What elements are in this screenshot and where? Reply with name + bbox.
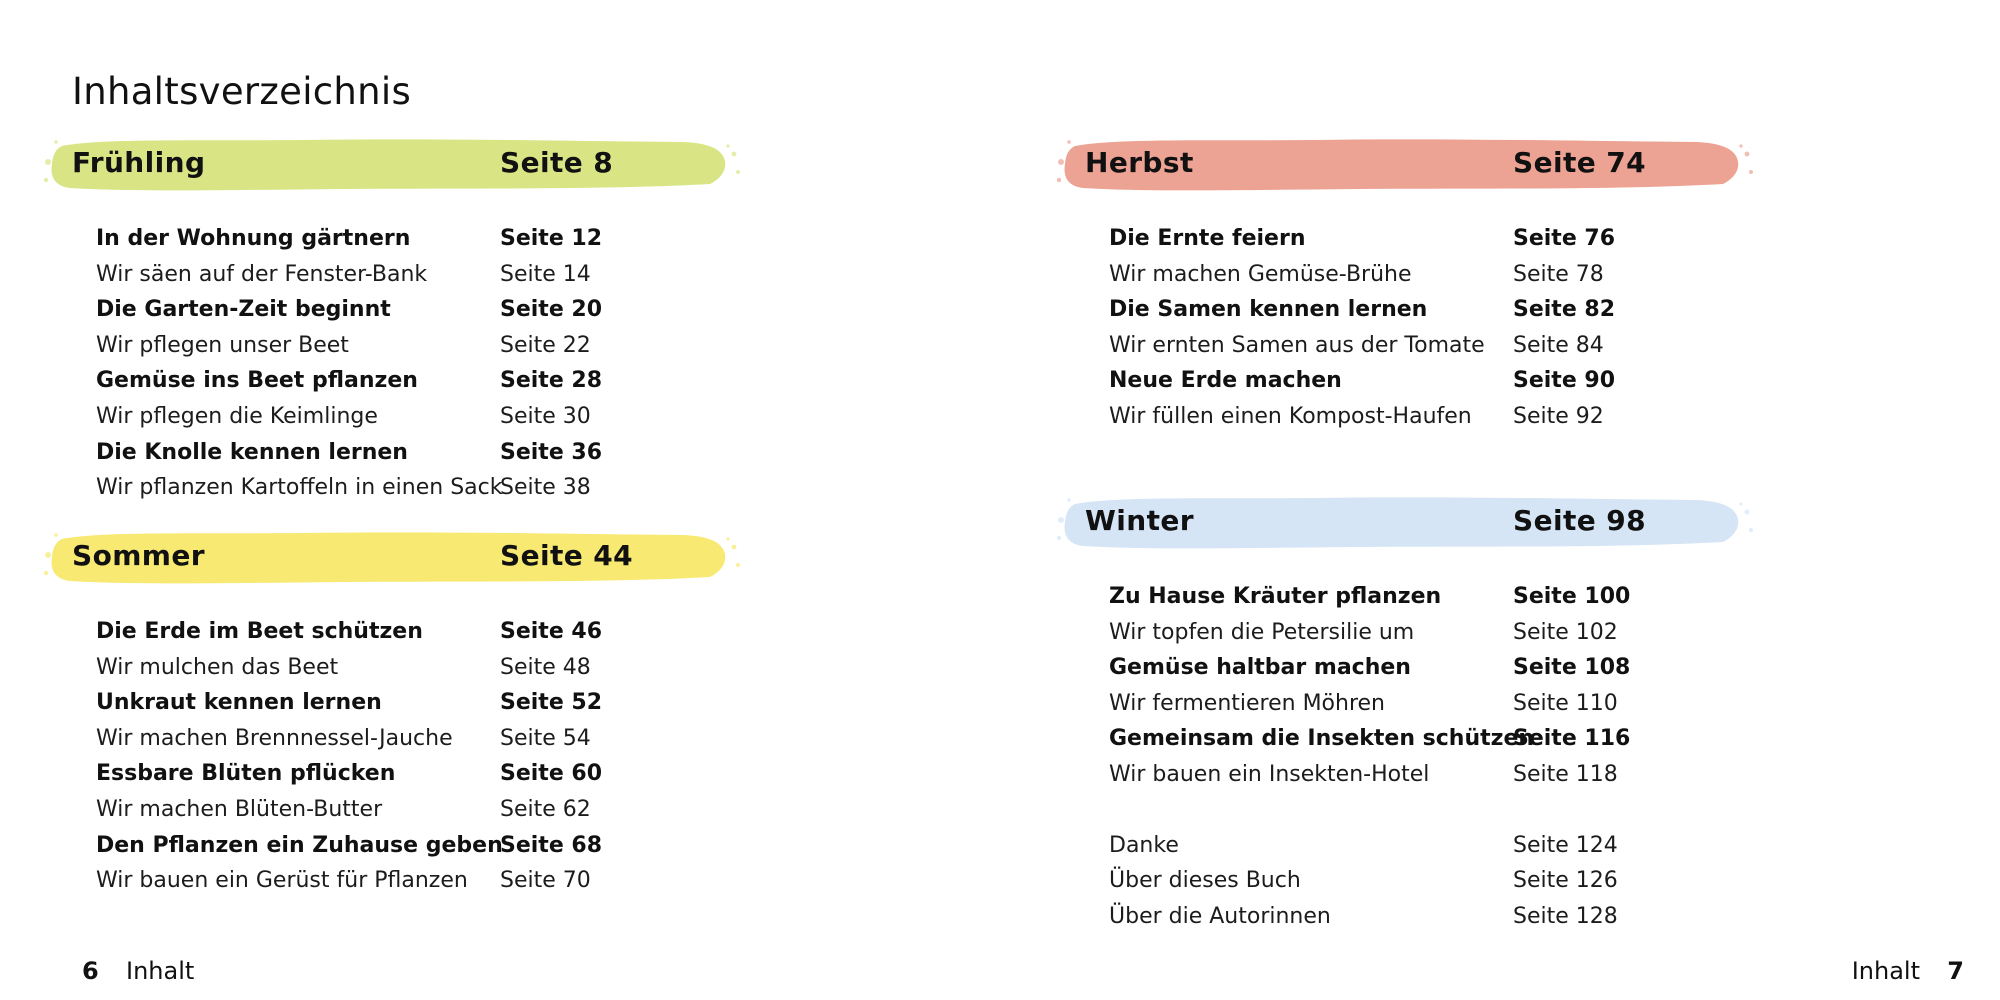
entry-list-fruehling — [72, 226, 732, 511]
toc-entry — [1085, 762, 1745, 798]
toc-entry — [1085, 404, 1745, 440]
toc-entry-title: Über die Autorinnen — [1109, 903, 1331, 929]
toc-entry-page: Seite 82 — [1513, 297, 1616, 323]
brush-speck — [1745, 152, 1750, 157]
section-sommer — [72, 525, 732, 904]
toc-entry-title: Zu Hause Kräuter pflanzen — [1109, 584, 1442, 609]
toc-entry-title: Wir säen auf der Fenster-Bank — [96, 261, 428, 287]
toc-entry — [1085, 226, 1745, 262]
brush-speck — [1058, 517, 1064, 523]
section-title-sommer: Sommer — [72, 539, 205, 572]
toc-entry-page: Seite 116 — [1513, 726, 1631, 752]
toc-entry-page: Seite 14 — [500, 261, 591, 287]
brush-speck — [1749, 528, 1753, 532]
toc-entry-title: Neue Erde machen — [1109, 368, 1342, 394]
section-page-sommer: Seite 44 — [500, 539, 634, 572]
toc-entry-page: Seite 68 — [500, 832, 603, 858]
brush-speck — [1745, 510, 1750, 515]
toc-entry — [1085, 262, 1745, 298]
toc-entry-page: Seite 22 — [500, 332, 591, 358]
section-title-winter: Winter — [1085, 504, 1194, 537]
footer-right — [1852, 957, 1964, 985]
toc-entry-page: Seite 78 — [1513, 261, 1604, 287]
toc-entry-title: Wir machen Blüten-Butter — [96, 796, 383, 822]
section-header-sommer — [72, 525, 732, 591]
footer-left — [82, 957, 194, 985]
toc-entry-page: Seite 128 — [1513, 903, 1618, 929]
toc-entry — [72, 475, 732, 511]
running-head-right: Inhalt — [1851, 957, 1921, 985]
toc-entry-page: Seite 38 — [500, 475, 591, 501]
brush-speck — [1067, 140, 1071, 144]
toc-entry-title: Gemüse haltbar machen — [1109, 655, 1411, 681]
toc-entry-title: In der Wohnung gärtnern — [96, 226, 411, 251]
brush-speck — [736, 170, 740, 174]
toc-entry-page: Seite 110 — [1513, 690, 1618, 716]
toc-entry-page: Seite 54 — [500, 725, 591, 751]
toc-entry-title: Gemeinsam die Insekten schützen — [1109, 726, 1535, 752]
toc-entry-title: Die Knolle kennen lernen — [96, 439, 408, 465]
section-fruehling — [72, 132, 732, 511]
toc-entry-title: Wir machen Brennnessel-Jauche — [96, 725, 453, 751]
toc-entry — [72, 333, 732, 369]
page-number-right: 7 — [1947, 957, 1964, 985]
brush-speck — [736, 563, 740, 567]
toc-entry-title: Wir pflegen die Keimlinge — [96, 403, 378, 429]
toc-entry — [1085, 297, 1745, 333]
toc-entry — [1085, 620, 1745, 656]
toc-entry-title: Wir pflanzen Kartoffeln in einen Sack — [96, 475, 503, 501]
toc-entry — [72, 368, 732, 404]
section-page-winter: Seite 98 — [1513, 504, 1647, 537]
toc-entry-title: Wir fermentieren Möhren — [1109, 690, 1385, 716]
entry-list-herbst — [1085, 226, 1745, 440]
toc-entry-page: Seite 28 — [500, 368, 603, 394]
brush-speck — [1057, 536, 1061, 540]
toc-entry — [1085, 584, 1745, 620]
toc-entry-page: Seite 84 — [1513, 332, 1604, 358]
toc-entry — [72, 868, 732, 904]
toc-entry — [72, 297, 732, 333]
toc-entry-page: Seite 76 — [1513, 226, 1616, 251]
brush-speck — [45, 552, 51, 558]
brush-speck — [1057, 178, 1061, 182]
toc-entry — [1085, 368, 1745, 404]
toc-entry-title: Den Pflanzen ein Zuhause geben — [96, 832, 503, 858]
toc-entry-page: Seite 118 — [1513, 761, 1618, 787]
toc-entry-title: Unkraut kennen lernen — [96, 690, 382, 716]
toc-entry-page: Seite 30 — [500, 403, 591, 429]
toc-entry — [72, 761, 732, 797]
toc-entry-page: Seite 126 — [1513, 868, 1618, 894]
toc-entry — [1085, 726, 1745, 762]
toc-entry — [72, 833, 732, 869]
brush-speck — [54, 140, 58, 144]
toc-entry-page: Seite 36 — [500, 439, 603, 465]
toc-entry — [1085, 904, 1745, 940]
toc-entry-page: Seite 92 — [1513, 403, 1604, 429]
toc-entry-title: Wir topfen die Petersilie um — [1109, 619, 1415, 645]
toc-entry-page: Seite 12 — [500, 226, 603, 251]
toc-entry — [72, 440, 732, 476]
toc-entry-page: Seite 102 — [1513, 619, 1618, 645]
brush-speck — [732, 545, 737, 550]
toc-entry-title: Über dieses Buch — [1109, 868, 1301, 894]
toc-entry-title: Wir machen Gemüse-Brühe — [1109, 261, 1412, 287]
toc-entry-page: Seite 70 — [500, 868, 591, 894]
brush-speck — [1739, 144, 1742, 147]
toc-entry-title: Die Erde im Beet schützen — [96, 619, 423, 644]
toc-entry-page: Seite 52 — [500, 690, 603, 716]
brush-speck — [1058, 159, 1064, 165]
toc-entry-page: Seite 60 — [500, 761, 603, 787]
brush-speck — [54, 533, 58, 537]
section-title-herbst: Herbst — [1085, 146, 1194, 179]
section-herbst — [1085, 132, 1745, 440]
toc-entry-title: Die Ernte feiern — [1109, 226, 1306, 251]
toc-entry-page: Seite 124 — [1513, 832, 1618, 858]
toc-entry — [72, 404, 732, 440]
entry-list-winter — [1085, 584, 1745, 798]
entry-list-sommer — [72, 619, 732, 904]
toc-entry-page: Seite 90 — [1513, 368, 1616, 394]
toc-entry-title: Wir bauen ein Insekten-Hotel — [1109, 761, 1430, 787]
brush-speck — [1067, 498, 1071, 502]
brush-speck — [44, 178, 48, 182]
toc-entry — [1085, 868, 1745, 904]
toc-entry-title: Wir mulchen das Beet — [96, 654, 339, 680]
brush-speck — [1749, 170, 1753, 174]
toc-entry-page: Seite 100 — [1513, 584, 1631, 609]
section-page-herbst: Seite 74 — [1513, 146, 1647, 179]
page-number-left: 6 — [82, 957, 99, 985]
brush-speck — [732, 152, 737, 157]
toc-entry — [1085, 833, 1745, 869]
toc-entry — [72, 655, 732, 691]
toc-entry — [72, 726, 732, 762]
toc-entry-page: Seite 108 — [1513, 655, 1631, 681]
running-head-left: Inhalt — [125, 957, 195, 985]
toc-entry — [1085, 333, 1745, 369]
toc-entry — [72, 690, 732, 726]
toc-entry-title: Wir ernten Samen aus der Tomate — [1109, 332, 1485, 358]
toc-entry-title: Die Samen kennen lernen — [1109, 297, 1428, 323]
section-header-fruehling — [72, 132, 732, 198]
brush-speck — [726, 144, 729, 147]
toc-entry-title: Gemüse ins Beet pflanzen — [96, 368, 418, 394]
toc-entry-page: Seite 20 — [500, 297, 603, 323]
toc-entry-page: Seite 62 — [500, 796, 591, 822]
section-page-fruehling: Seite 8 — [500, 146, 614, 179]
brush-speck — [1739, 502, 1742, 505]
toc-entry-title: Danke — [1109, 832, 1179, 858]
toc-entry — [1085, 655, 1745, 691]
toc-entry — [1085, 691, 1745, 727]
brush-speck — [45, 159, 51, 165]
toc-entry-title: Wir bauen ein Gerüst für Pflanzen — [96, 868, 468, 894]
toc-entry — [72, 619, 732, 655]
section-header-winter — [1085, 490, 1745, 556]
toc-entry-page: Seite 48 — [500, 654, 591, 680]
toc-entry-page: Seite 46 — [500, 619, 603, 644]
toc-entry — [72, 226, 732, 262]
toc-entry — [72, 797, 732, 833]
entry-list-extras — [1085, 833, 1745, 940]
brush-speck — [726, 537, 729, 540]
page-title: Inhaltsverzeichnis — [72, 70, 412, 113]
toc-entry-title: Wir pflegen unser Beet — [96, 332, 349, 358]
toc-entry-title: Die Garten-Zeit beginnt — [96, 297, 391, 323]
toc-entry-title: Essbare Blüten pflücken — [96, 761, 396, 787]
section-title-fruehling: Frühling — [72, 146, 206, 179]
section-header-herbst — [1085, 132, 1745, 198]
toc-entry — [72, 262, 732, 298]
brush-speck — [44, 571, 48, 575]
section-winter — [1085, 490, 1745, 939]
toc-entry-title: Wir füllen einen Kompost-Haufen — [1109, 403, 1472, 429]
